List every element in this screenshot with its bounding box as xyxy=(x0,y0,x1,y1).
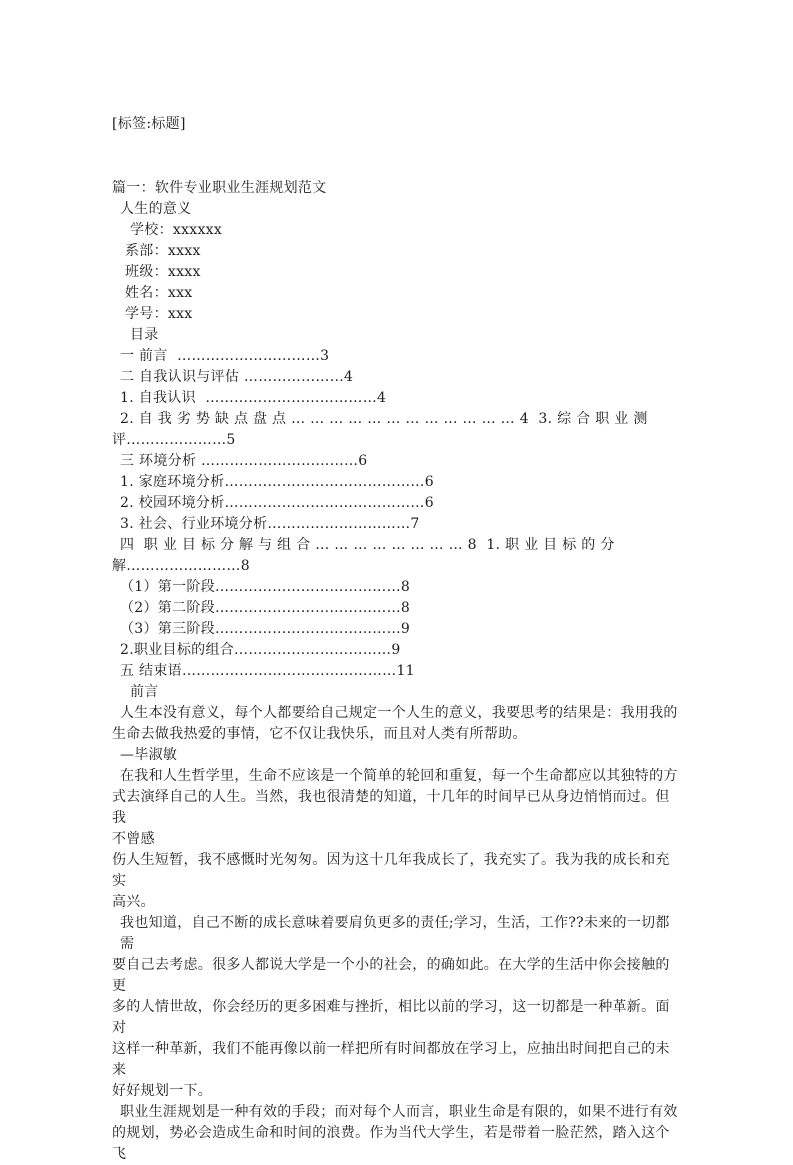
toc-entry-campus-env: 2. 校园环境分析……………………………………6 xyxy=(120,495,434,511)
paragraph-line: 好好规划一下。 xyxy=(112,1083,213,1099)
toc-heading: 目录 xyxy=(130,327,159,343)
paragraph-line: 要自己去考虑。很多人都说大学是一个小的社会，的确如此。在大学的生活中你会接触的更 xyxy=(112,957,670,994)
toc-entry-society-env: 3. 社会、行业环境分析…………………………7 xyxy=(120,516,420,532)
tag-placeholder: [标签:标题] xyxy=(112,116,186,132)
info-line-name: 姓名：xxx xyxy=(125,285,193,301)
paragraph-line: 职业生涯规划是一种有效的手段；而对每个人而言，职业生命是有限的，如果不进行有效 xyxy=(120,1104,678,1120)
doc-subtitle: 人生的意义 xyxy=(120,201,192,217)
paragraph-line: 多的人情世故，你会经历的更多困难与挫折，相比以前的学习，这一切都是一种革新。面对 xyxy=(112,999,670,1036)
toc-entry-goal-decomposition: 四 职 业 目 标 分 解 与 组 合 … … … … … … … … 8 1. 职 业 目 标 的 分 xyxy=(120,537,615,553)
paragraph-line: 生命去做我热爱的事情，它不仅让我快乐，而且对人类有所帮助。 xyxy=(112,726,527,742)
toc-entry-stage-1: （1）第一阶段…………………………………8 xyxy=(120,579,411,595)
toc-entry-goal-combination: 2.职业目标的组合……………………………9 xyxy=(120,642,401,658)
preface-heading: 前言 xyxy=(130,684,159,700)
info-line-school: 学校：xxxxxx xyxy=(130,222,223,238)
paragraph-line: 人生本没有意义，每个人都要给自己规定一个人生的意义，我要思考的结果是：我用我的 xyxy=(120,705,678,721)
paragraph-line: 高兴。 xyxy=(112,894,155,910)
paragraph-line: 这样一种革新，我们不能再像以前一样把所有时间都放在学习上，应抽出时间把自己的未来 xyxy=(112,1041,670,1078)
toc-entry-self-assessment: 二 自我认识与评估 …………………4 xyxy=(120,369,354,385)
toc-entry-environment: 三 环境分析 ……………………………6 xyxy=(120,453,368,469)
quote-attribution: —毕淑敏 xyxy=(120,747,178,763)
toc-entry-goal-decomposition-wrap: 解……………………8 xyxy=(112,558,250,574)
toc-entry-self-knowledge: 1. 自我认识 ………………………………4 xyxy=(120,390,387,406)
info-line-student-id: 学号：xxx xyxy=(125,306,193,322)
info-line-class: 班级：xxxx xyxy=(125,264,201,280)
paragraph-line: 伤人生短暂，我不感慨时光匆匆。因为这十几年我成长了，我充实了。我为我的成长和充实 xyxy=(112,852,670,889)
paragraph-line: 的规划，势必会造成生命和时间的浪费。作为当代大学生，若是带着一脸茫然，踏入这个飞 xyxy=(112,1125,670,1162)
info-line-department: 系部：xxxx xyxy=(125,243,201,259)
paragraph-line: 我也知道，自己不断的成长意味着要肩负更多的责任;学习，生活，工作??未来的一切都需 xyxy=(120,915,670,952)
toc-entry-family-env: 1. 家庭环境分析……………………………………6 xyxy=(120,474,434,490)
paragraph-line: 不曾感 xyxy=(112,831,155,847)
paragraph-line: 式去演绎自己的人生。当然，我也很清楚的知道，十几年的时间早已从身边悄悄而过。但我 xyxy=(112,789,670,826)
toc-entry-conclusion: 五 结束语………………………………………11 xyxy=(120,663,415,679)
toc-entry-stage-2: （2）第二阶段…………………………………8 xyxy=(120,600,411,616)
toc-entry-weaknesses-wrap: 评…………………5 xyxy=(112,432,236,448)
toc-entry-preface: 一 前言 …………………………3 xyxy=(120,348,330,364)
paragraph-line: 在我和人生哲学里，生命不应该是一个简单的轮回和重复，每一个生命都应以其独特的方 xyxy=(120,768,678,784)
toc-entry-weaknesses: 2. 自 我 劣 势 缺 点 盘 点 … … … … … … … … … … … … 4 3. 综 合 职 业 测 xyxy=(120,411,648,427)
toc-entry-stage-3: （3）第三阶段…………………………………9 xyxy=(120,621,411,637)
section-title: 篇一：软件专业职业生涯规划范文 xyxy=(112,180,327,196)
